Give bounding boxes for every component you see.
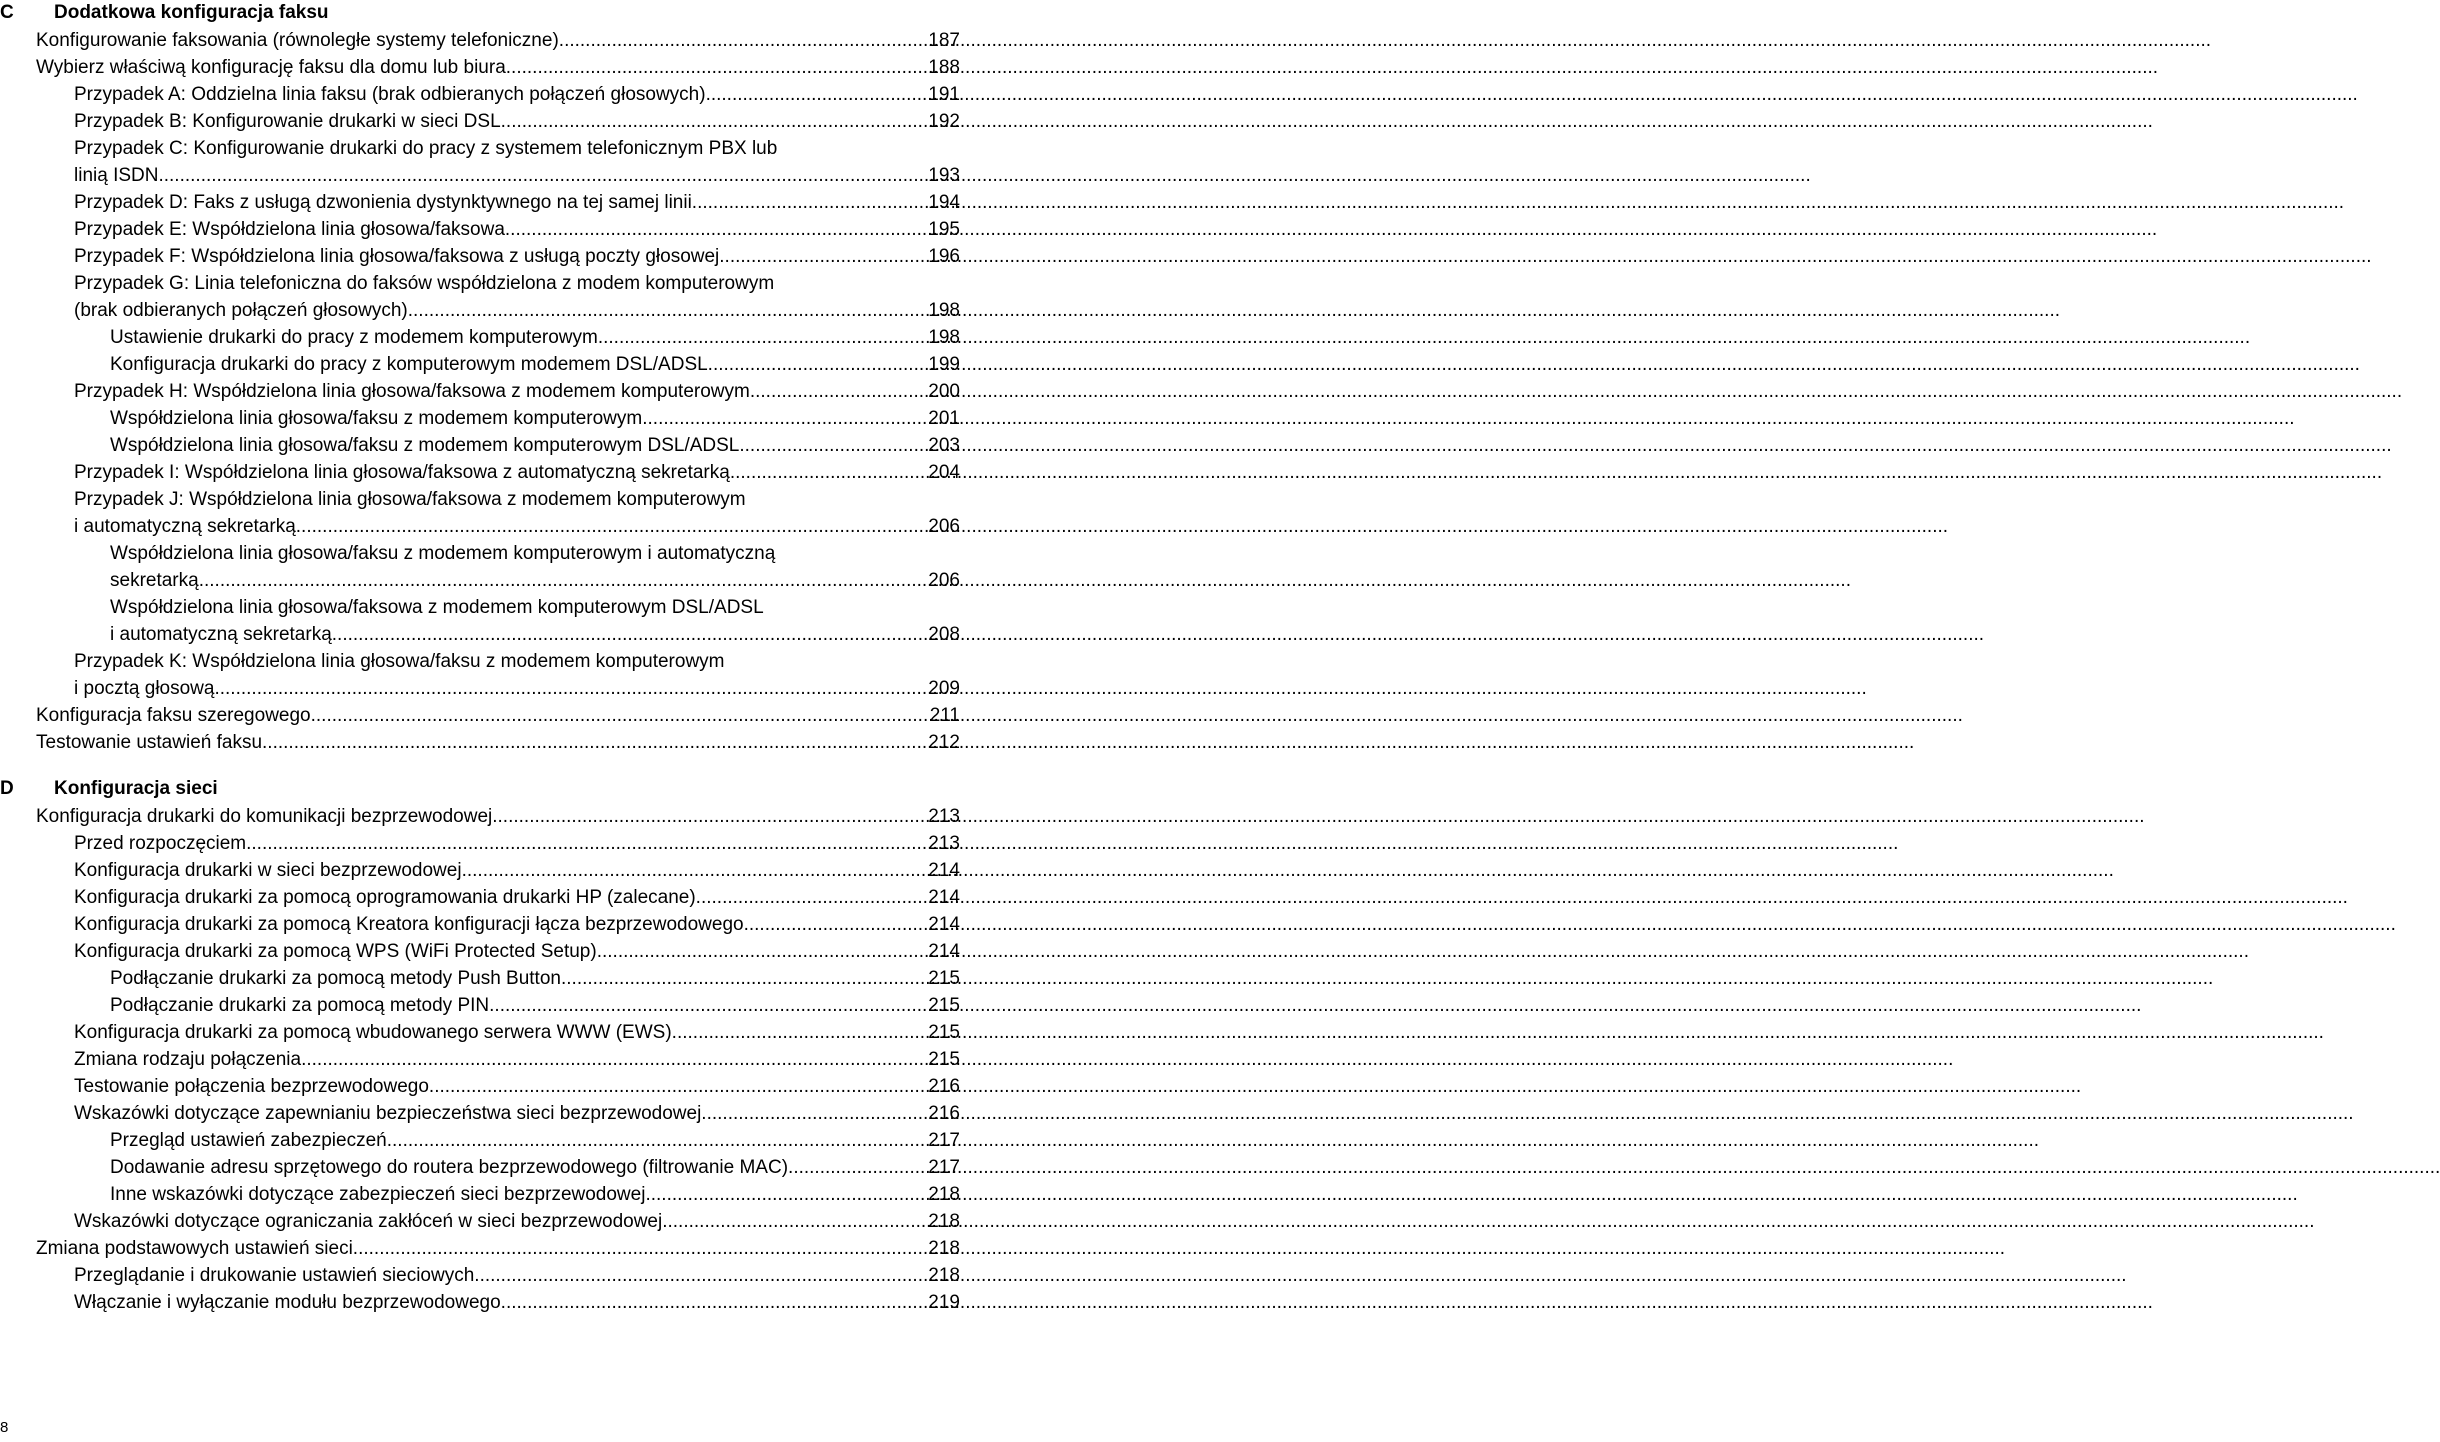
section-title: Konfiguracja sieci — [54, 778, 218, 799]
toc-entry-line — [110, 351, 960, 378]
toc-entry[interactable] — [110, 351, 960, 378]
toc-entry-title-line: Testowanie połączenia bezprzewodowego. — [74, 1076, 435, 1097]
toc-entry[interactable] — [74, 189, 960, 216]
toc-entry-line — [74, 513, 960, 540]
toc-entry[interactable] — [74, 1208, 960, 1235]
toc-entry-title-line: Konfiguracja drukarki do komunikacji bezprzewodowej. — [36, 806, 498, 827]
toc-entry-title-line: i automatyczną sekretarką. — [110, 624, 338, 645]
dot-leader — [725, 243, 929, 270]
page-ref: 214 — [928, 887, 960, 908]
dot-leader — [564, 27, 928, 54]
toc-entry-line — [110, 965, 960, 992]
toc-entry[interactable] — [74, 1289, 960, 1316]
dot-leader — [467, 857, 928, 884]
toc-entry-line — [74, 884, 960, 911]
dot-leader — [648, 405, 929, 432]
page-ref: 187 — [928, 30, 960, 51]
toc-entry[interactable] — [36, 54, 960, 81]
toc-entry[interactable] — [36, 1235, 960, 1262]
page-ref: 218 — [928, 1211, 960, 1232]
dot-leader — [164, 162, 929, 189]
page-ref: 215 — [928, 1049, 960, 1070]
dot-leader — [434, 1073, 928, 1100]
page-ref: 218 — [928, 1184, 960, 1205]
toc-entry[interactable] — [110, 405, 960, 432]
page-ref: 192 — [928, 111, 960, 132]
page-ref: 196 — [928, 246, 960, 267]
toc-entry-title-line: Przypadek E: Współdzielona linia głosowa/faksowa. — [74, 219, 511, 240]
toc-entry-line — [74, 216, 960, 243]
toc-entry-line — [36, 702, 960, 729]
dot-leader — [413, 297, 928, 324]
toc-entry-title-line: Przegląd ustawień zabezpieczeń. — [110, 1130, 393, 1151]
toc-entry-line — [74, 108, 960, 135]
toc-entry[interactable] — [74, 243, 960, 270]
toc-entry[interactable] — [74, 1262, 960, 1289]
dot-leader — [701, 884, 928, 911]
dot-leader — [220, 675, 929, 702]
toc-entry-title-line: Włączanie i wyłączanie modułu bezprzewodowego. — [74, 1292, 506, 1313]
toc-entry-title-line: Przeglądanie i drukowanie ustawień sieciowych. — [74, 1265, 480, 1286]
toc-entry[interactable] — [74, 1046, 960, 1073]
dot-leader — [506, 108, 928, 135]
dot-leader — [337, 621, 928, 648]
toc-entry-line — [110, 405, 960, 432]
toc-entry-title-line: Współdzielona linia głosowa/faksu z modemem komputerowym i automatyczną — [110, 543, 776, 564]
section-letter: C — [0, 2, 14, 23]
toc-entry-title-line: Zmiana rodzaju połączenia. — [74, 1049, 307, 1070]
dot-leader — [735, 459, 928, 486]
toc-entry[interactable] — [74, 1019, 960, 1046]
toc-entry-title-line: Testowanie ustawień faksu. — [36, 732, 268, 753]
toc-entry[interactable] — [110, 1127, 960, 1154]
toc-entry[interactable] — [36, 27, 960, 54]
page-ref: 217 — [928, 1157, 960, 1178]
toc-entry-title-line: linią ISDN. — [74, 165, 164, 186]
toc-entry-line — [36, 729, 960, 756]
toc-entry-line — [110, 1181, 960, 1208]
page-number: 8 — [0, 1419, 9, 1436]
toc-entry-line — [74, 857, 960, 884]
section-heading — [0, 776, 960, 803]
toc-entry-title-line: Podłączanie drukarki za pomocą metody Push Button. — [110, 968, 567, 989]
toc-entry-title-line: Przypadek A: Oddzielna linia faksu (brak odbieranych połączeń głosowych). — [74, 84, 711, 105]
page-ref: 206 — [928, 570, 960, 591]
toc-entry-line — [74, 81, 960, 108]
toc-entry[interactable] — [110, 965, 960, 992]
toc-entry[interactable] — [74, 830, 960, 857]
page-ref: 215 — [928, 968, 960, 989]
toc-entry-title-line: (brak odbieranych połączeń głosowych). — [74, 300, 414, 321]
toc-section — [0, 0, 960, 756]
toc-entry-line — [110, 992, 960, 1019]
page-ref: 201 — [928, 408, 960, 429]
toc-entry[interactable] — [36, 702, 960, 729]
toc-entry[interactable] — [36, 803, 960, 830]
page-ref: 216 — [928, 1103, 960, 1124]
toc-entry-title-line: Zmiana podstawowych ustawień sieci. — [36, 1238, 359, 1259]
page-ref: 208 — [928, 624, 960, 645]
page-ref: 219 — [928, 1292, 960, 1313]
toc-entry-title-line: Dodawanie adresu sprzętowego do routera bezprzewodowego (filtrowanie MAC). — [110, 1157, 794, 1178]
dot-leader — [713, 351, 928, 378]
toc-entry-title-line: Współdzielona linia głosowa/faksu z modemem komputerowym DSL/ADSL. — [110, 435, 745, 456]
page-ref: 213 — [928, 806, 960, 827]
dot-leader — [745, 432, 929, 459]
dot-leader — [697, 189, 928, 216]
toc-entry[interactable] — [110, 594, 960, 648]
dot-leader — [267, 729, 928, 756]
dot-leader — [711, 81, 928, 108]
toc-entry[interactable] — [110, 540, 960, 594]
dot-leader — [358, 1235, 928, 1262]
toc-entry-line — [74, 938, 960, 965]
toc-entry[interactable] — [74, 1100, 960, 1127]
toc-entry[interactable] — [74, 486, 960, 540]
toc-entry-line — [74, 297, 960, 324]
dot-leader — [316, 702, 930, 729]
toc-entry[interactable] — [74, 378, 960, 405]
dot-leader — [392, 1127, 928, 1154]
dot-leader — [749, 911, 928, 938]
dot-leader — [602, 938, 928, 965]
page-ref: 214 — [928, 941, 960, 962]
toc-entry-line — [74, 1073, 960, 1100]
page-ref: 188 — [928, 57, 960, 78]
toc-entry-title-line: Podłączanie drukarki za pomocą metody PIN. — [110, 995, 495, 1016]
dot-leader — [480, 1262, 929, 1289]
toc-entry[interactable] — [74, 1073, 960, 1100]
toc-entry-line — [36, 1235, 960, 1262]
toc-entry-title-line: Konfiguracja drukarki za pomocą Kreatora konfiguracji łącza bezprzewodowego. — [74, 914, 749, 935]
toc-entry-title-line: Przypadek G: Linia telefoniczna do faksów współdzielona z modem komputerowym — [74, 273, 775, 294]
section-heading — [0, 0, 960, 27]
toc-entry-line — [74, 1262, 960, 1289]
toc-entry-line — [74, 243, 960, 270]
page-ref: 218 — [928, 1238, 960, 1259]
toc-entry-line — [74, 1019, 960, 1046]
toc-entry-line — [36, 54, 960, 81]
toc-entry[interactable] — [36, 729, 960, 756]
toc-entry-title-line: Inne wskazówki dotyczące zabezpieczeń sieci bezprzewodowej. — [110, 1184, 651, 1205]
toc-entry[interactable] — [110, 432, 960, 459]
toc-entry-title-line: i automatyczną sekretarką. — [74, 516, 302, 537]
dot-leader — [506, 1289, 928, 1316]
toc-entry-line — [74, 1289, 960, 1316]
toc-entry-title-line: Przypadek D: Faks z usługą dzwonienia dystynktywnego na tej samej linii. — [74, 192, 698, 213]
toc-entry-title-line: Przypadek J: Współdzielona linia głosowa/faksowa z modemem komputerowym — [74, 489, 746, 510]
page-ref: 194 — [928, 192, 960, 213]
toc-entry-line — [74, 911, 960, 938]
toc-entry[interactable] — [74, 459, 960, 486]
toc-entry[interactable] — [110, 992, 960, 1019]
page-ref: 191 — [928, 84, 960, 105]
page-ref: 212 — [928, 732, 960, 753]
dot-leader — [603, 324, 928, 351]
toc-entry-line — [74, 189, 960, 216]
toc-entry-line — [74, 830, 960, 857]
toc-section — [0, 776, 960, 1316]
dot-leader — [668, 1208, 929, 1235]
dot-leader — [755, 378, 928, 405]
toc-entry-line — [74, 675, 960, 702]
toc-entry-line — [110, 1127, 960, 1154]
dot-leader — [498, 803, 929, 830]
toc-entry-title-line: sekretarką. — [110, 570, 204, 591]
toc-entry-title-line: Przypadek C: Konfigurowanie drukarki do pracy z systemem telefonicznym PBX lub — [74, 138, 778, 159]
toc-entry-title-line: Przypadek I: Współdzielona linia głosowa/faksowa z automatyczną sekretarką. — [74, 462, 736, 483]
toc-entry[interactable] — [74, 270, 960, 324]
toc-entry-title-line: Wybierz właściwą konfigurację faksu dla domu lub biura. — [36, 57, 512, 78]
section-title: Dodatkowa konfiguracja faksu — [54, 2, 329, 23]
toc-entry-title-line: Ustawienie drukarki do pracy z modemem komputerowym. — [110, 327, 604, 348]
toc-entry[interactable] — [74, 884, 960, 911]
dot-leader — [677, 1019, 928, 1046]
page-ref: 206 — [928, 516, 960, 537]
page-ref: 218 — [928, 1265, 960, 1286]
toc-entry[interactable] — [74, 81, 960, 108]
toc-entry[interactable] — [110, 1181, 960, 1208]
toc-entry-line — [110, 432, 960, 459]
toc-entry-title-line: Konfiguracja drukarki do pracy z komputerowym modemem DSL/ADSL. — [110, 354, 713, 375]
page-ref: 214 — [928, 860, 960, 881]
toc-entry-title-line: Wskazówki dotyczące zapewnianiu bezpieczeństwa sieci bezprzewodowej. — [74, 1103, 707, 1124]
dot-leader — [494, 992, 928, 1019]
table-of-contents — [0, 0, 960, 1316]
dot-leader — [204, 567, 928, 594]
page-ref: 199 — [928, 354, 960, 375]
toc-entry-title-line: Przypadek K: Współdzielona linia głosowa/faksu z modemem komputerowym — [74, 651, 725, 672]
toc-entry-title-line: Konfiguracja drukarki za pomocą WPS (WiFi Protected Setup). — [74, 941, 602, 962]
page-ref: 204 — [928, 462, 960, 483]
toc-entry-line — [74, 378, 960, 405]
page-ref: 193 — [928, 165, 960, 186]
toc-entry-title-line: Przypadek H: Współdzielona linia głosowa/faksowa z modemem komputerowym. — [74, 381, 756, 402]
page-ref: 198 — [928, 327, 960, 348]
section-letter: D — [0, 778, 14, 799]
toc-entry-title-line: Współdzielona linia głosowa/faksu z modemem komputerowym. — [110, 408, 648, 429]
toc-entry-title-line: Konfiguracja faksu szeregowego. — [36, 705, 316, 726]
page-ref: 213 — [928, 833, 960, 854]
toc-entry[interactable] — [74, 857, 960, 884]
toc-entry-title-line: Współdzielona linia głosowa/faksowa z modemem komputerowym DSL/ADSL — [110, 597, 764, 618]
toc-entry-line — [110, 1154, 960, 1181]
page-ref: 200 — [928, 381, 960, 402]
toc-entry-line — [74, 1208, 960, 1235]
page-ref: 215 — [928, 995, 960, 1016]
toc-entry-title-line: Konfigurowanie faksowania (równoległe systemy telefoniczne). — [36, 30, 565, 51]
toc-entry-line — [74, 1046, 960, 1073]
page-ref: 203 — [928, 435, 960, 456]
toc-entry-line — [74, 1100, 960, 1127]
dot-leader — [566, 965, 928, 992]
dot-leader — [793, 1154, 928, 1181]
section-gap — [0, 756, 960, 776]
page-ref: 215 — [928, 1022, 960, 1043]
toc-entry-title-line: Konfiguracja drukarki za pomocą oprogramowania drukarki HP (zalecane). — [74, 887, 701, 908]
page-ref: 214 — [928, 914, 960, 935]
toc-entry-title-line: i pocztą głosową. — [74, 678, 220, 699]
page-ref: 216 — [928, 1076, 960, 1097]
toc-entry-line — [110, 324, 960, 351]
page-ref: 211 — [929, 705, 960, 726]
toc-entry-line — [36, 803, 960, 830]
page-ref: 195 — [928, 219, 960, 240]
dot-leader — [510, 216, 928, 243]
toc-entry-title-line: Konfiguracja drukarki za pomocą wbudowanego serwera WWW (EWS). — [74, 1022, 677, 1043]
toc-entry[interactable] — [74, 648, 960, 702]
toc-entry-title-line: Konfiguracja drukarki w sieci bezprzewodowej. — [74, 860, 467, 881]
page-ref: 217 — [928, 1130, 960, 1151]
toc-entry-title-line: Przypadek B: Konfigurowanie drukarki w sieci DSL. — [74, 111, 506, 132]
toc-entry-title-line: Przypadek F: Współdzielona linia głosowa/faksowa z usługą poczty głosowej. — [74, 246, 725, 267]
toc-entry[interactable] — [74, 216, 960, 243]
dot-leader — [251, 830, 928, 857]
toc-entry[interactable] — [110, 324, 960, 351]
toc-entry-line — [36, 27, 960, 54]
toc-entry[interactable] — [74, 135, 960, 189]
toc-entry[interactable] — [74, 108, 960, 135]
page-ref: 209 — [928, 678, 960, 699]
dot-leader — [651, 1181, 929, 1208]
toc-entry-title-line: Przed rozpoczęciem. — [74, 833, 252, 854]
toc-entry-line — [74, 459, 960, 486]
toc-entry[interactable] — [74, 938, 960, 965]
dot-leader — [301, 513, 928, 540]
toc-entry-title-line: Wskazówki dotyczące ograniczania zakłóceń w sieci bezprzewodowej. — [74, 1211, 668, 1232]
dot-leader — [707, 1100, 929, 1127]
toc-entry[interactable] — [74, 911, 960, 938]
toc-entry-line — [110, 621, 960, 648]
page-ref: 198 — [928, 300, 960, 321]
toc-entry-line — [110, 567, 960, 594]
dot-leader — [306, 1046, 928, 1073]
dot-leader — [511, 54, 928, 81]
toc-entry-line — [74, 162, 960, 189]
toc-entry[interactable] — [110, 1154, 960, 1181]
